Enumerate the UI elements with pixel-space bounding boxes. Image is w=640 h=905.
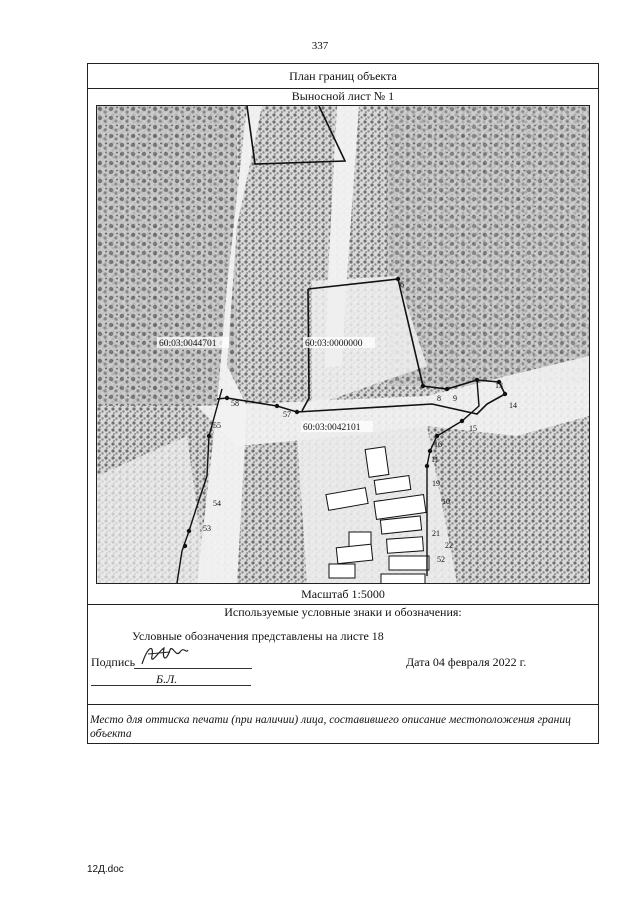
page-number: 337 xyxy=(311,40,329,52)
point-number: 6 xyxy=(400,280,404,289)
point-number: 9 xyxy=(453,394,457,403)
stamp-divider xyxy=(88,704,598,705)
point-number: 57 xyxy=(283,410,291,419)
point-number: 55 xyxy=(213,421,221,430)
handwritten-signature xyxy=(140,640,190,670)
aerial-map xyxy=(96,105,590,584)
plan-frame xyxy=(87,63,599,744)
point-number: 14 xyxy=(509,401,517,410)
point-number: 11 xyxy=(431,455,439,464)
plan-title: План границ объекта xyxy=(88,64,598,89)
point-number: 13 xyxy=(495,381,503,390)
scan-edge-left xyxy=(0,0,6,905)
point-number: 16 xyxy=(434,440,442,449)
initials-line xyxy=(91,685,251,686)
legend-title: Используемые условные знаки и обозначения: xyxy=(224,605,462,619)
map-scale: Масштаб 1:5000 xyxy=(88,584,598,605)
document-date: Дата 04 февраля 2022 г. xyxy=(406,655,527,669)
point-number: 58 xyxy=(231,399,239,408)
signature-initials: Б.Л. xyxy=(156,672,178,686)
point-number: 8 xyxy=(437,394,441,403)
vegetation-dense xyxy=(97,106,237,406)
parcel-label: 60:03:0044701 xyxy=(159,339,217,349)
point-number: 22 xyxy=(445,541,453,550)
point-number: 15 xyxy=(469,424,477,433)
point-number: 52 xyxy=(437,555,445,564)
legend-text: Условные обозначения представлены на листе 18 xyxy=(132,629,384,643)
sheet-label: Выносной лист № 1 xyxy=(291,89,395,103)
point-number: 54 xyxy=(213,499,221,508)
point-number: 19 xyxy=(432,479,440,488)
map-svg xyxy=(97,106,589,583)
point-number: 10 xyxy=(442,497,450,506)
parcel-label: 60:03:0042101 xyxy=(303,423,361,433)
stamp-note: Место для оттиска печати (при наличии) лица, составившего описание местоположения границ объекта xyxy=(90,714,571,740)
signature-label: Подпись xyxy=(91,655,136,669)
parcel-label: 60:03:0000000 xyxy=(305,339,363,349)
footer-filename: 12Д.doc xyxy=(87,864,124,875)
point-number: 53 xyxy=(203,524,211,533)
point-number: 21 xyxy=(432,529,440,538)
